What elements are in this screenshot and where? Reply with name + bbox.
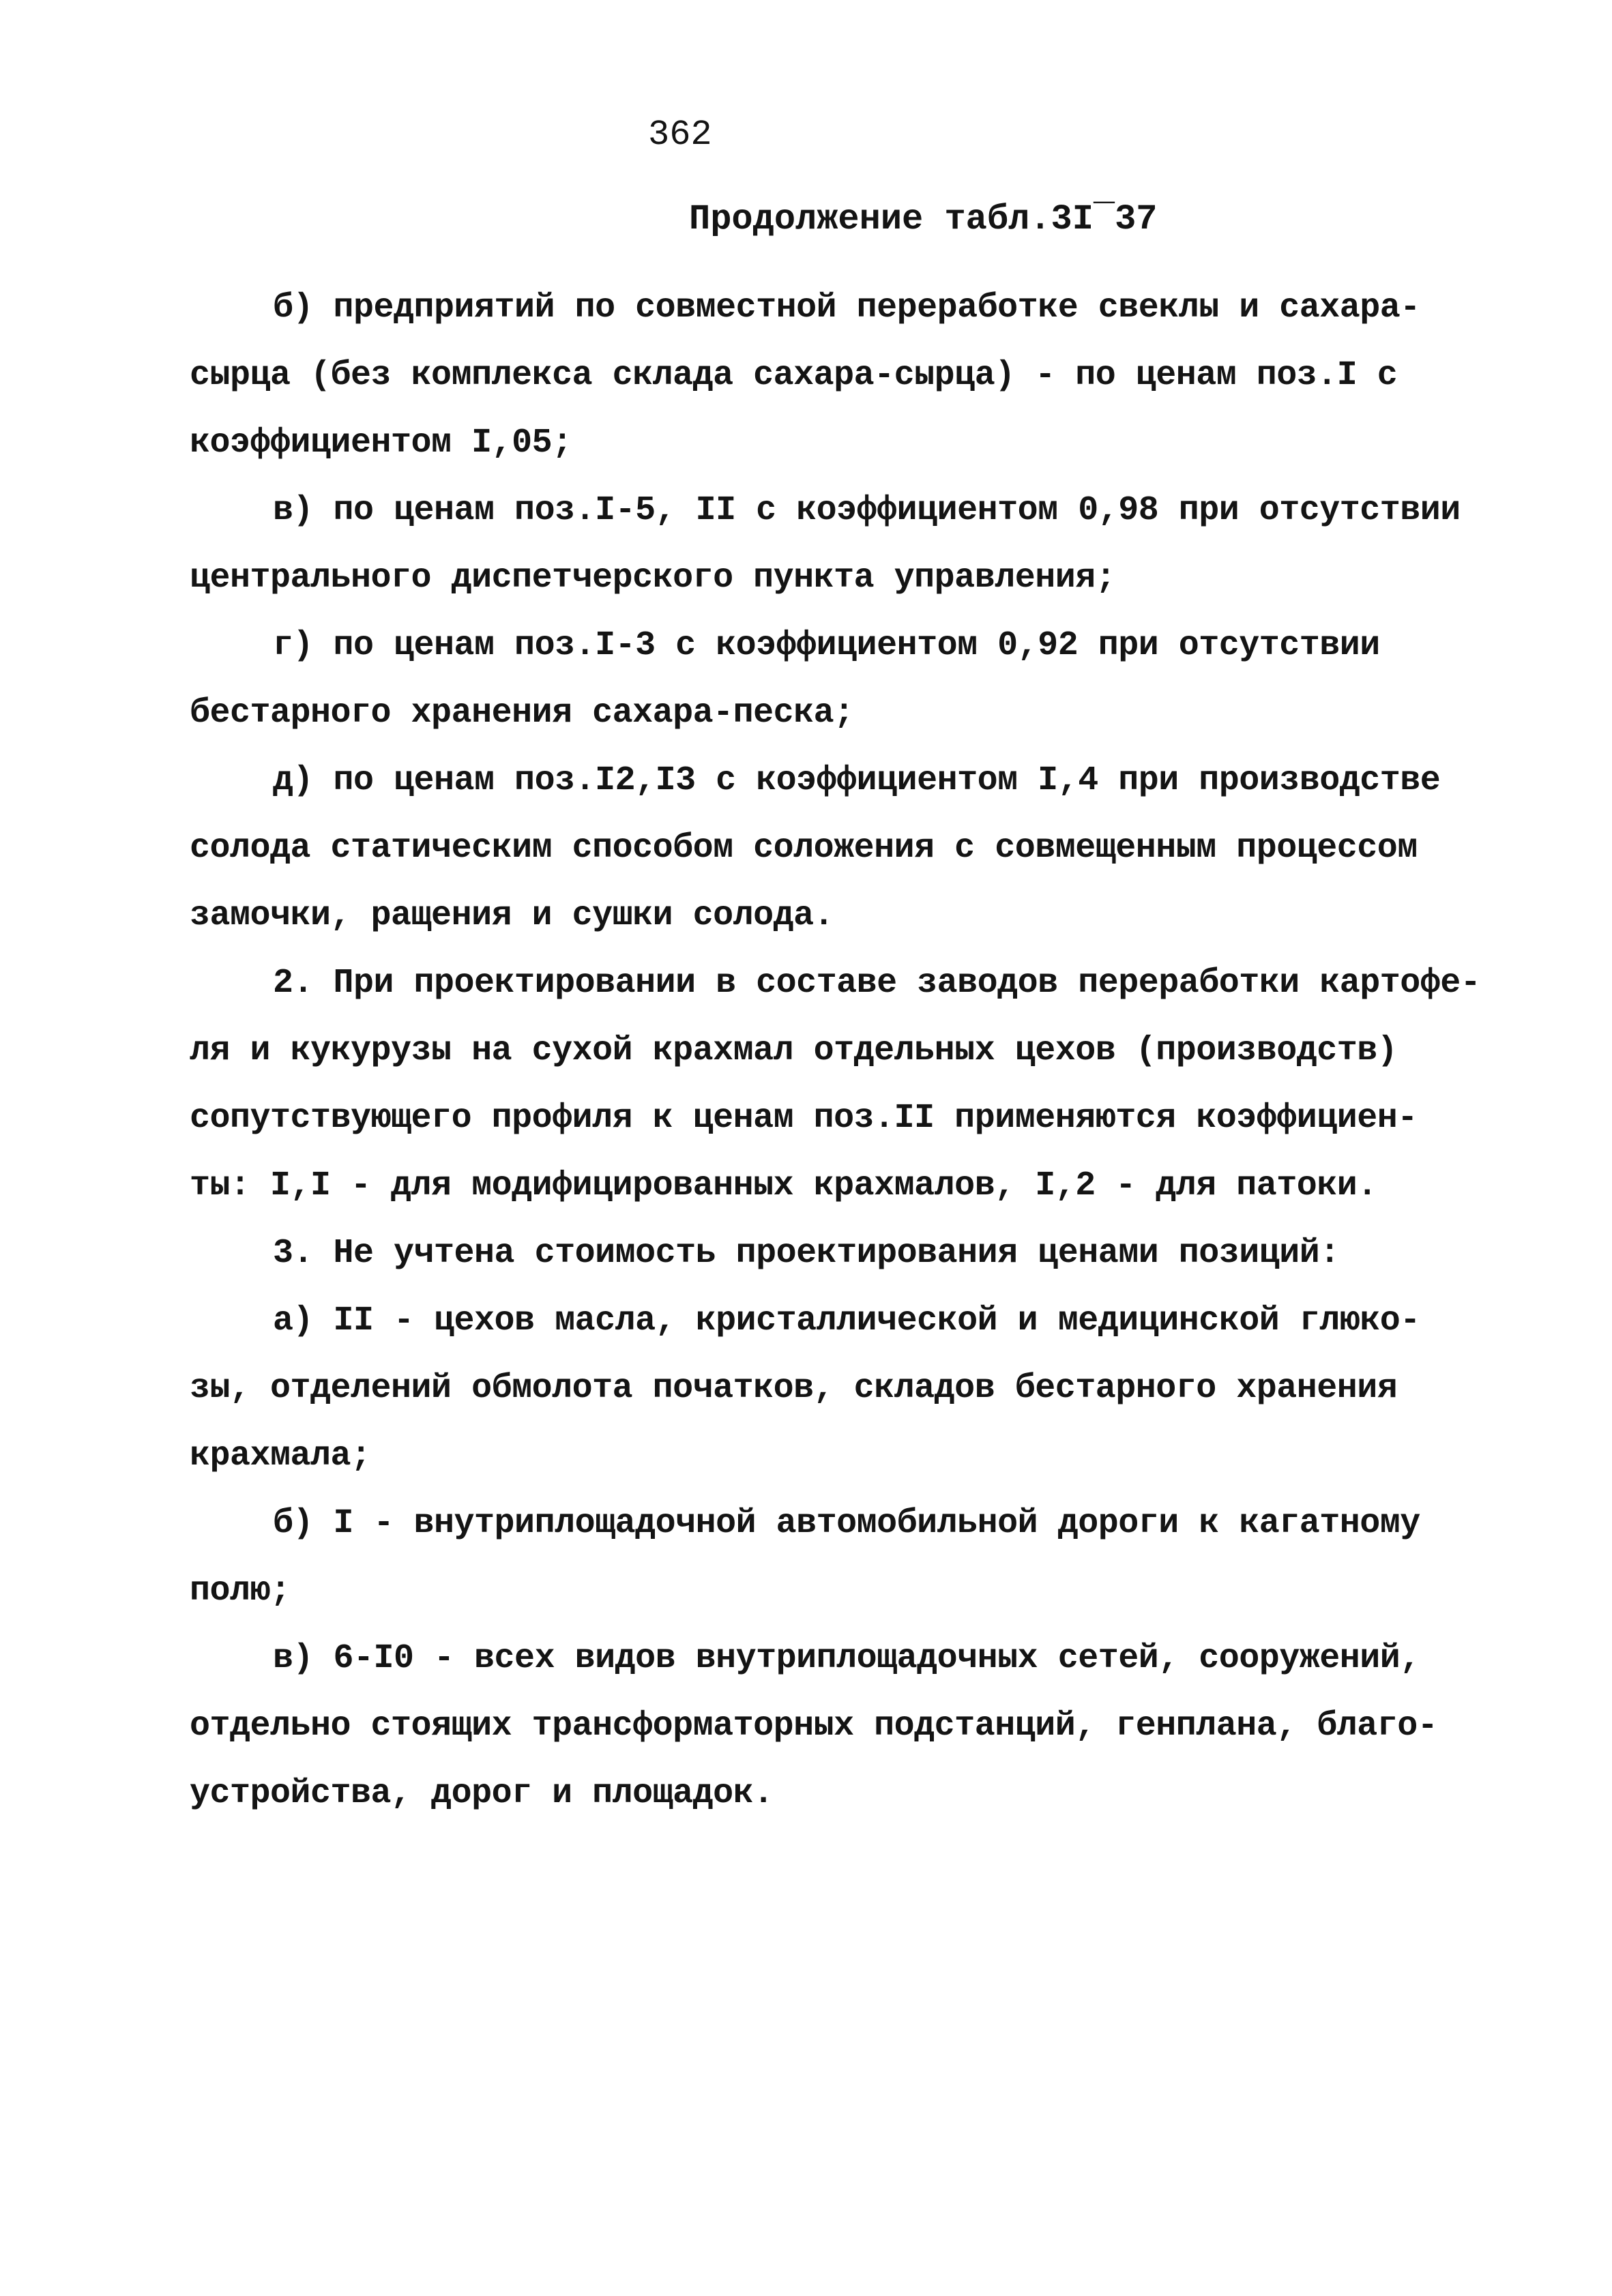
- text-line: сопутствующего профиля к ценам поз.II применяются коэффициен-: [190, 1099, 1418, 1138]
- text-line: в) по ценам поз.I-5, II с коэффициентом 0,98 при отсутствии: [273, 491, 1461, 530]
- text-line: бестарного хранения сахара-песка;: [190, 694, 854, 733]
- text-line: а) II - цехов масла, кристаллической и медицинской глюко-: [273, 1301, 1420, 1340]
- table-continuation-header: Продолжение табл.3I‾37: [689, 199, 1158, 239]
- page-number: 362: [648, 115, 712, 155]
- text-line: замочки, ращения и сушки солода.: [190, 896, 834, 935]
- text-line: г) по ценам поз.I-3 с коэффициентом 0,92 при отсутствии: [273, 626, 1380, 665]
- text-line: ты: I,I - для модифицированных крахмалов, I,2 - для патоки.: [190, 1166, 1377, 1205]
- text-line: сырца (без комплекса склада сахара-сырца) - по ценам поз.I с: [190, 356, 1398, 395]
- text-line: б) I - внутриплощадочной автомобильной дороги к кагатному: [273, 1504, 1420, 1543]
- text-line: солода статическим способом соложения с совмещенным процессом: [190, 829, 1418, 868]
- text-line: зы, отделений обмолота початков, складов бестарного хранения: [190, 1369, 1398, 1408]
- text-line: б) предприятий по совместной переработке свеклы и сахара-: [273, 289, 1420, 327]
- text-line: полю;: [190, 1572, 291, 1610]
- text-line: ля и кукурузы на сухой крахмал отдельных цехов (производств): [190, 1031, 1398, 1070]
- text-line: центрального диспетчерского пункта управления;: [190, 559, 1116, 598]
- text-line: 3. Не учтена стоимость проектирования ценами позиций:: [273, 1234, 1340, 1273]
- text-line: устройства, дорог и площадок.: [190, 1774, 774, 1813]
- text-line: в) 6-I0 - всех видов внутриплощадочных сетей, сооружений,: [273, 1639, 1420, 1678]
- text-line: 2. При проектировании в составе заводов переработки картофе-: [273, 964, 1481, 1003]
- text-line: д) по ценам поз.I2,I3 с коэффициентом I,4 при производстве: [273, 761, 1441, 800]
- text-line: отдельно стоящих трансформаторных подстанций, генплана, благо-: [190, 1707, 1438, 1746]
- text-line: крахмала;: [190, 1437, 371, 1475]
- document-body: [190, 274, 1520, 1827]
- text-line: коэффициентом I,05;: [190, 424, 572, 462]
